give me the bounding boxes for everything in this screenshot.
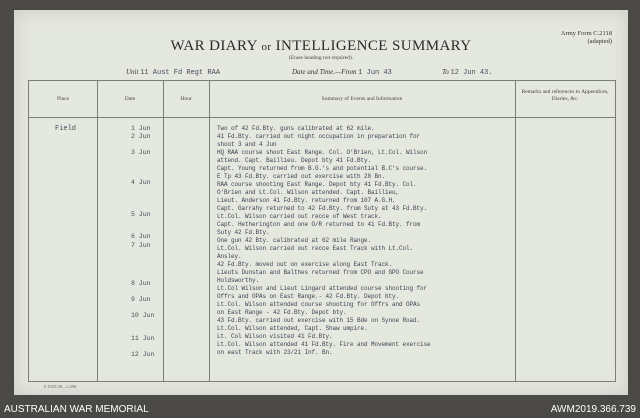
- to-label: To: [442, 68, 449, 76]
- date-cell: 3 Jun: [131, 149, 151, 156]
- entry-line: on east Track with 23/21 Inf. Bn.: [217, 349, 333, 356]
- column-divider: [515, 81, 516, 381]
- form-number-sub: (adapted): [587, 38, 612, 45]
- entry-line: 41 Fd.Bty. carried out night occupation in preparation for: [217, 133, 421, 140]
- entry-line: Lt.Col. Wilson attended 41 Fd.Bty. Fire and Movement exercise: [217, 341, 431, 348]
- entry-line: Lt.Col. Wilson carried out recce East Track with Lt.Col.: [217, 245, 414, 252]
- date-cell: 9 Jun: [131, 296, 151, 303]
- entry-line: RAA course shooting East Range. Depot bty 41 Fd.Bty. Col.: [217, 181, 417, 188]
- diary-table: [28, 80, 616, 382]
- unit-value: 11 Aust Fd Regt RAA: [140, 69, 221, 77]
- form-number-main: Army Form C.2118: [560, 30, 612, 37]
- entry-line: shoot 3 and 4 Jun: [217, 141, 277, 148]
- entry-line: Suty 42 Fd.Bty.: [217, 229, 270, 236]
- entry-line: HQ RAA course shoot East Range. Col. O'Brien, Lt.Col. Wilson: [217, 149, 428, 156]
- date-cell: 2 Jun: [131, 133, 151, 140]
- date-cell: 6 Jun: [131, 233, 151, 240]
- column-divider: [209, 81, 210, 381]
- entry-line: Capt. Young returned from B.G.'s and potential B.C's course.: [217, 165, 428, 172]
- title-intelligence-summary: INTELLIGENCE SUMMARY: [275, 38, 472, 54]
- header-date: Date: [124, 96, 136, 102]
- date-cell: 5 Jun: [131, 211, 151, 218]
- date-cell: 11 Jun: [131, 335, 155, 342]
- column-divider: [163, 81, 164, 381]
- entry-line: 43 Fd.Bty. carried out exercise with 15 Bde on Synoe Road.: [217, 317, 421, 324]
- date-line: [292, 68, 392, 77]
- to-line: [442, 68, 493, 77]
- date-cell: 12 Jun: [131, 351, 155, 358]
- entry-line: Lieuts Dunstan and Balthes returned from CPO and GPO Course: [217, 269, 424, 276]
- entry-line: Lieut. Anderson 41 Fd.Bty. returned from 107 A.G.H.: [217, 197, 396, 204]
- entry-line: Offrs and OPAs on East Range.- 42 Fd.Bty. Depot bty.: [217, 293, 400, 300]
- entry-line: Lt.Col. Wilson attended course shooting for Offrs and OPAs: [217, 301, 421, 308]
- date-cell: 4 Jun: [131, 179, 151, 186]
- footer-bar: [0, 400, 640, 418]
- date-label: Date and Time.—From: [292, 68, 357, 76]
- footer-accession: AWM2019.366.739: [550, 404, 636, 415]
- place-value: Field: [55, 125, 77, 133]
- date-cell: 7 Jun: [131, 242, 151, 249]
- title-or: or: [261, 41, 272, 53]
- footer-credit: AUSTRALIAN WAR MEMORIAL: [4, 404, 149, 415]
- entry-line: O'Brien and Lt.Col. Wilson attended. Capt. Baillieu,: [217, 189, 400, 196]
- title-war-diary: WAR DIARY: [170, 38, 258, 54]
- entry-line: Lt. Col Wilson visited 41 Fd.Bty.: [217, 333, 333, 340]
- entry-line: Lt.Col Wilson and Lieut Lingard attended course shooting for: [217, 285, 428, 292]
- entry-line: Ansley.: [217, 253, 242, 260]
- unit-line: [126, 68, 220, 77]
- entry-line: Holdsworthy.: [217, 277, 260, 284]
- entry-line: on East Range - 42 Fd.Bty. Depot bty.: [217, 309, 347, 316]
- column-divider: [97, 81, 98, 381]
- date-to: 12 Jun 43.: [450, 69, 493, 77]
- header-summary: Summary of Events and Information: [321, 96, 403, 102]
- entry-line: E Tp 43 Fd.Bty. carried out exercise with 28 Bn.: [217, 173, 386, 180]
- header-divider: [29, 117, 615, 118]
- entry-line: attend. Capt. Baillieu. Depot bty 41 Fd.Bty.: [217, 157, 372, 164]
- date-cell: 8 Jun: [131, 280, 151, 287]
- header-hour: Hour: [180, 96, 192, 102]
- entry-line: Lt.Col. Wilson carried out recce of West track.: [217, 213, 382, 220]
- entry-line: Lt.Col. Wilson attended, Capt. Shaw umpire.: [217, 325, 368, 332]
- date-cell: 10 Jun: [131, 312, 155, 319]
- print-mark: F.1935/38—C496.: [44, 384, 78, 389]
- entry-line: One gun 42 Bty. calibrated at 62 mile Range.: [217, 237, 372, 244]
- date-cell: 1 Jun: [131, 125, 151, 132]
- entry-line: Capt. Hetherington and one O/R returned to 41 Fd.Bty. from: [217, 221, 421, 228]
- form-title: [14, 38, 628, 55]
- unit-label: Unit: [126, 68, 139, 76]
- header-remarks: Remarks and references to Appendices, Diaries, &c.: [521, 89, 609, 102]
- entry-line: Capt. Garrahy returned to 42 Fd.Bty. from Suty at 43 Fd.Bty.: [217, 205, 428, 212]
- header-place: Place: [57, 96, 69, 102]
- form-subtitle: (Erase heading not required).: [288, 55, 354, 61]
- diary-sheet: [14, 10, 628, 395]
- entry-line: Two of 42 Fd.Bty. guns calibrated at 62 mile.: [217, 125, 375, 132]
- entry-line: 42 Fd.Bty. moved out on exercise along East Track.: [217, 261, 393, 268]
- date-from: 1 Jun 43: [358, 69, 392, 77]
